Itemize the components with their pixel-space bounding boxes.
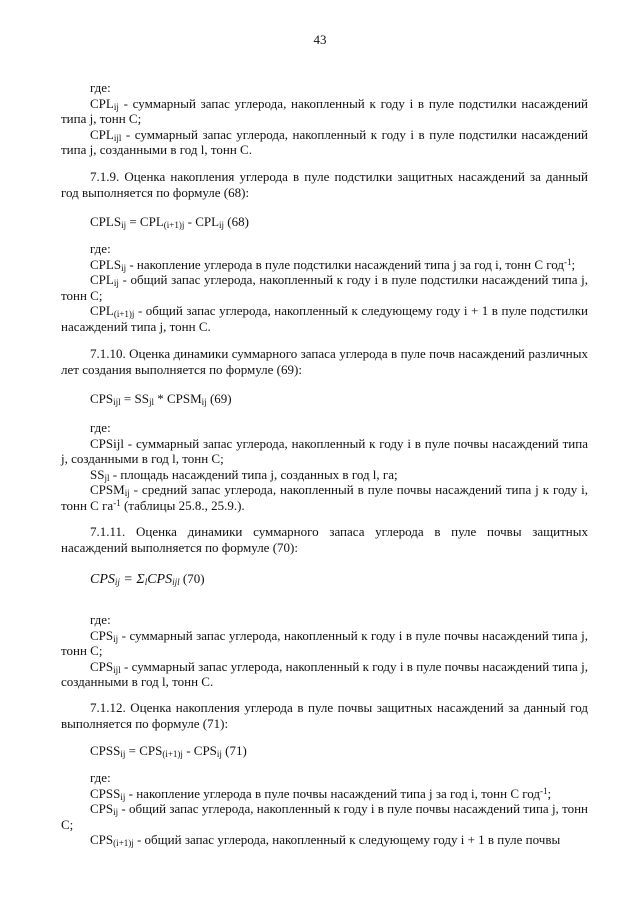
definitions-block-3 xyxy=(61,420,588,513)
where-label: где: xyxy=(90,612,111,627)
where-label: где: xyxy=(90,420,111,435)
definitions-block-5 xyxy=(61,770,588,848)
formula-71: $CPSS_{ij} = CPS_{(i+1)j} - CPS_{ij}$ (71) xyxy=(90,743,247,759)
definition-cpsijl: CPSijl - суммарный запас углерода, накопленный к году i в пуле почвы насаждений типа j, созданными в год l, тонн С; xyxy=(61,435,588,466)
where-label: где: xyxy=(90,80,111,95)
definition-cps-i1j: $CPS_{(i+1)j}$ - общий запас углерода, накопленный к следующему году i + 1 в пуле почвы xyxy=(90,832,561,848)
where-label: где: xyxy=(90,770,111,785)
section-7-1-11: 7.1.11. Оценка динамики суммарного запаса углерода в пуле почвы защитных насаждений выполняется по формуле (70): xyxy=(61,524,588,555)
definition-cps-ijl: $CPS_{ijl}$ - суммарный запас углерода, накопленный к году i в пуле почвы насаждений типа j, созданными в год l, тонн С. xyxy=(61,658,588,689)
definition-cpss-ij: $CPSS_{ij}$ - накопление углерода в пуле почвы насаждений типа j за год i, тонн С год$^{-1}$; xyxy=(90,785,552,802)
section-7-1-10: 7.1.10. Оценка динамики суммарного запаса углерода в пуле почв насаждений различных лет создания выполняется по формуле (69): xyxy=(61,346,588,377)
section-7-1-12: 7.1.12. Оценка накопления углерода в пуле почвы защитных насаждений за данный год выполняется по формуле (71): xyxy=(61,700,588,731)
page-number: 43 xyxy=(313,32,327,47)
definition-cps-ij: $CPS_{ij}$ - общий запас углерода, накопленный к году i в пуле почвы насаждений типа j, тонн С; xyxy=(61,801,588,832)
section-7-1-9: 7.1.9. Оценка накопления углерода в пуле подстилки защитных насаждений за данный год выполняется по формуле (68): xyxy=(61,169,588,200)
definitions-block-2 xyxy=(61,241,588,334)
definitions-block-4 xyxy=(61,612,588,690)
definitions-block-1 xyxy=(61,80,588,158)
formula-70: $CPS_{ij} = \Sigma_lCPS_{ijl}$ (70) xyxy=(90,571,205,587)
definition-cpsm-ij: $CPSM_{ij}$ - средний запас углерода, накопленный в пуле почвы насаждений типа j к году i, тонн С $га^{-1}$ (таблицы 25.8., 25.9.). xyxy=(61,482,588,513)
formula-68: $CPLS_{ij} = CPL_{(i+1)j} - CPL_{ij}$ (68) xyxy=(90,214,249,230)
formula-69: $CPS_{ijl} = SS_{jl}$ * $CPSM_{ij}$ (69) xyxy=(90,391,232,407)
definition-ss-jl: $SS_{jl}$ - площадь насаждений типа j, созданных в год l, га; xyxy=(90,466,398,483)
definition-cpl-ij: $CPL_{ij}$ - общий запас углерода, накопленный к году i в пуле подстилки насаждений типа j, тонн С; xyxy=(61,272,588,303)
definition-cpl-i1j: $CPL_{(i+1)j}$ - общий запас углерода, накопленный к следующему году i + 1 в пуле подстилки насаждений типа j, тонн С. xyxy=(61,303,588,334)
definition-cps-ij: $CPS_{ij}$ - суммарный запас углерода, накопленный к году i в пуле почвы насаждений типа j, тонн С; xyxy=(61,627,588,658)
definition-cpl-ij: $CPL_{ij}$ - суммарный запас углерода, накопленный к году i в пуле подстилки насаждений типа j, тонн С; xyxy=(61,95,588,126)
where-label: где: xyxy=(90,241,111,256)
definition-cpls-ij: $CPLS_{ij}$ - накопление углерода в пуле подстилки насаждений типа j за год i, тонн С год$^{-1}$; xyxy=(90,256,576,273)
definition-cpl-ijl: $CPL_{ijl}$ - суммарный запас углерода, накопленный к году i в пуле подстилки насаждений типа j, созданными в год l, тонн С. xyxy=(61,126,588,157)
